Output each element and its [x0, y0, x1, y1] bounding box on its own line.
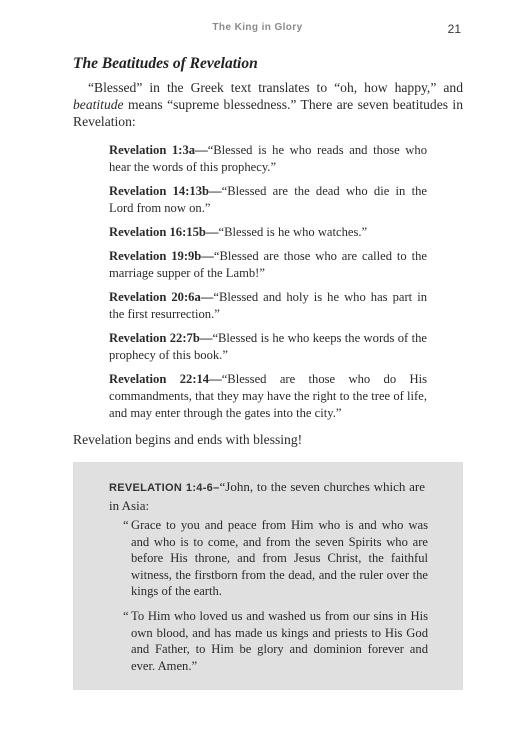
beatitude-item	[109, 330, 427, 364]
intro-paragraph	[73, 79, 463, 130]
beatitude-item	[109, 142, 427, 176]
callout-lead	[109, 478, 425, 514]
beatitude-item	[109, 289, 427, 323]
beatitude-text: “Blessed are those who are called to the marriage supper of the Lamb!”	[109, 249, 427, 280]
beatitude-reference: Revelation 1:3a—	[109, 143, 208, 157]
closing-sentence: Revelation begins and ends with blessing!	[73, 432, 303, 447]
beatitude-text: “Blessed are the dead who die in the Lord from now on.”	[109, 184, 427, 215]
beatitude-reference: Revelation 20:6a—	[109, 290, 214, 304]
callout-lead-text: “John, to the seven churches which are in Asia:	[109, 479, 426, 513]
beatitude-text: “Blessed are those who do His commandments, that they may have the right to the tree of life, and may enter through the gates into the city.”	[109, 372, 428, 420]
callout-quote-text: To Him who loved us and washed us from our sins in His own blood, and has made us kings and priests to His God and Father, to Him be glory and dominion forever and ever. Amen.”	[131, 609, 428, 673]
scripture-callout-box	[73, 462, 463, 690]
beatitude-reference: Revelation 14:13b—	[109, 184, 222, 198]
open-quote-mark: “	[123, 609, 129, 623]
page-number: 21	[447, 22, 461, 36]
callout-quote-text: Grace to you and peace from Him who is and who was and who is to come, and from the seven Spirits who are before His throne, and from Jesus Christ, the faithful witness, the firstborn from the dead, and the ruler over the kings of the earth.	[131, 518, 428, 598]
running-head: The King in Glory	[212, 22, 303, 33]
beatitude-text: “Blessed and holy is he who has part in the first resurrection.”	[109, 290, 427, 321]
beatitude-item	[109, 248, 427, 282]
beatitude-item	[109, 183, 427, 217]
callout-quote-paragraph	[123, 608, 428, 674]
beatitude-text: “Blessed is he who keeps the words of the prophecy of this book.”	[109, 331, 427, 362]
intro-italic-term: beatitude	[73, 97, 124, 112]
callout-quote-paragraph	[123, 517, 428, 600]
section-heading: The Beatitudes of Revelation	[73, 55, 258, 72]
beatitude-item	[109, 371, 427, 422]
open-quote-mark: “	[123, 518, 129, 532]
beatitude-list	[109, 142, 427, 429]
beatitude-item	[109, 224, 427, 241]
callout-reference: REVELATION 1:4-6–	[109, 482, 220, 494]
beatitude-text: “Blessed is he who reads and those who hear the words of this prophecy.”	[109, 143, 427, 174]
beatitude-reference: Revelation 22:7b—	[109, 331, 213, 345]
beatitude-reference: Revelation 16:15b—	[109, 225, 219, 239]
beatitude-reference: Revelation 19:9b—	[109, 249, 214, 263]
intro-text-end: means “supreme blessedness.” There are seven beatitudes in Revelation:	[73, 97, 463, 129]
intro-text-start: “Blessed” in the Greek text translates to “oh, how happy,” and	[88, 80, 463, 95]
beatitude-reference: Revelation 22:14—	[109, 372, 222, 386]
beatitude-text: “Blessed is he who watches.”	[218, 225, 368, 239]
